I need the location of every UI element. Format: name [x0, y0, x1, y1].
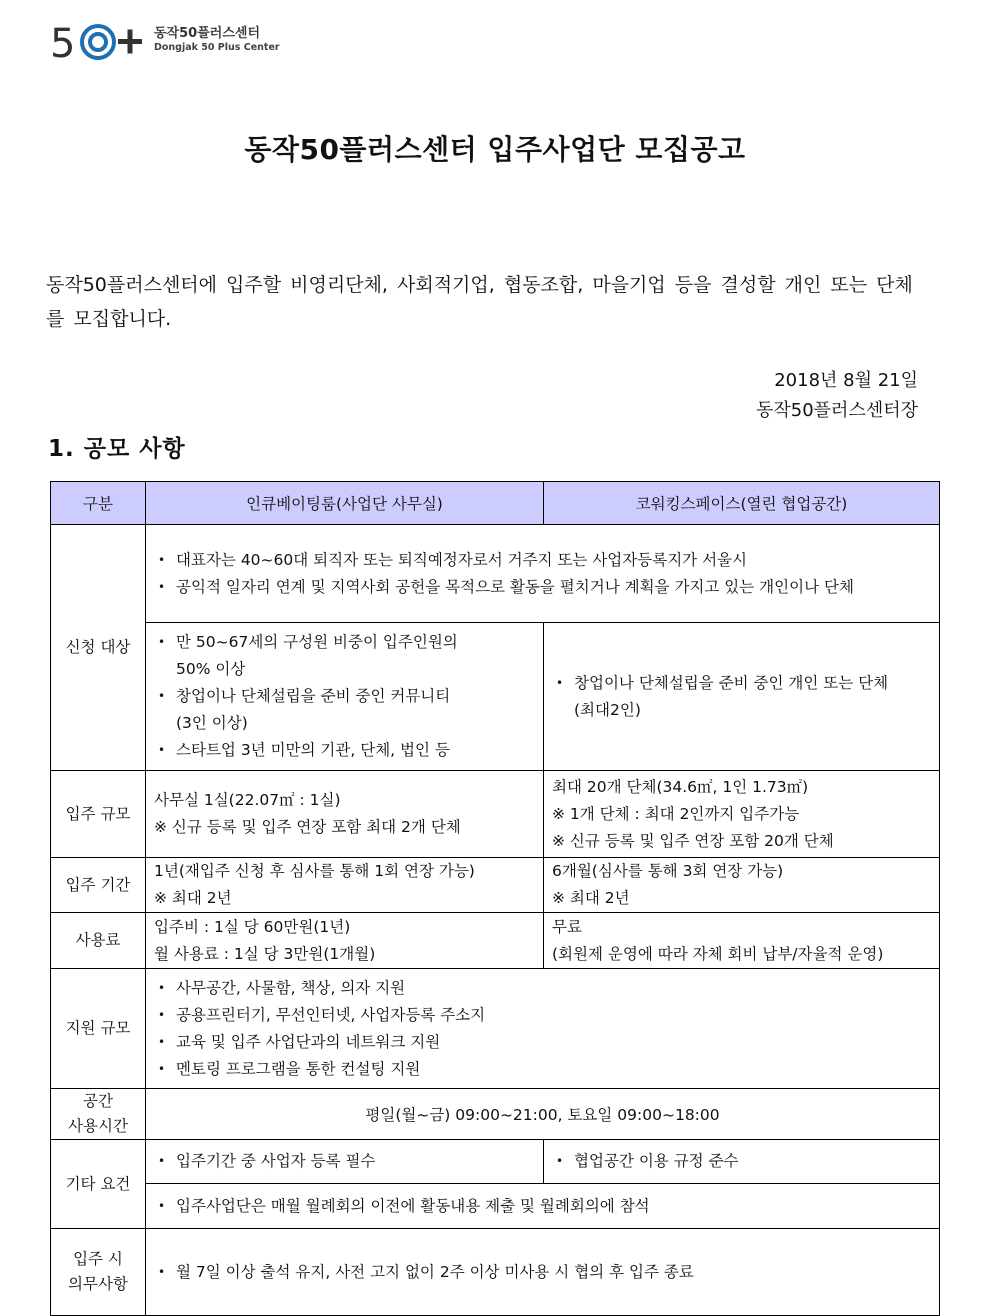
list-item: • 월 7일 이상 출석 유지, 사전 고지 없이 2주 이상 미사용 시 협의 후 입주 종료: [154, 1259, 931, 1286]
row-label-scale: 입주 규모: [51, 771, 146, 858]
row-label-duty-line: 의무사항: [68, 1275, 128, 1293]
list-item-continuation: (3인 이상): [176, 714, 248, 732]
section-title: 1. 공모 사항: [48, 436, 186, 462]
logo-subtitle: Dongjak 50 Plus Center: [154, 42, 280, 53]
period-coworking-line: 6개월(심사를 통해 3회 연장 가능): [552, 862, 784, 880]
scale-coworking-note: ※ 1개 단체 : 최대 2인까지 입주가능: [552, 804, 800, 823]
list-item: • 협업공간 이용 규정 준수: [552, 1148, 931, 1175]
fee-coworking-line: 무료: [552, 917, 582, 936]
duty-cell: [146, 1229, 940, 1316]
table-row: [51, 1184, 940, 1229]
hours-cell: 평일(월~금) 09:00~21:00, 토요일 09:00~18:00: [146, 1089, 940, 1140]
list-item-text: 만 50~67세의 구성원 비중이 입주인원의: [176, 633, 458, 651]
table-row: [51, 525, 940, 623]
list-item-text: 창업이나 단체설립을 준비 중인 커뮤니티: [176, 687, 451, 705]
fee-incubating-line: 입주비 : 1실 당 60만원(1년): [154, 917, 351, 936]
row-label-target: 신청 대상: [51, 525, 146, 771]
target-incubating-cell: [146, 623, 544, 771]
fee-incubating-line: 월 사용료 : 1실 당 3만원(1개월): [154, 944, 376, 963]
scale-incubating-note: ※ 신규 등록 및 입주 연장 포함 최대 2개 단체: [154, 818, 461, 836]
list-item: • 멘토링 프로그램을 통한 컨설팅 지원: [154, 1056, 931, 1083]
row-label-other: 기타 요건: [51, 1140, 146, 1229]
table-row: [51, 1229, 940, 1316]
table-row: [51, 1089, 940, 1140]
svg-text:5: 5: [50, 21, 76, 64]
row-label-period: 입주 기간: [51, 858, 146, 913]
row-label-support: 지원 규모: [51, 969, 146, 1089]
logo-name: 동작50플러스센터: [154, 26, 260, 41]
header-incubating: 인큐베이팅룸(사업단 사무실): [146, 482, 544, 525]
announcement-date: 2018년 8월 21일: [774, 370, 918, 391]
list-item: • 입주사업단은 매월 월례회의 이전에 활동내용 제출 및 월례회의에 참석: [154, 1193, 931, 1220]
recruitment-table: [50, 481, 940, 1316]
header-coworking: 코워킹스페이스(열린 협업공간): [544, 482, 940, 525]
period-incubating-note: ※ 최대 2년: [154, 889, 232, 907]
fee-incubating-cell: [146, 913, 544, 969]
table-row: [51, 913, 940, 969]
table-row: [51, 771, 940, 858]
signature: 동작50플러스센터장: [755, 400, 918, 421]
other-coworking-cell: [544, 1140, 940, 1184]
list-item: • 입주기간 중 사업자 등록 필수: [154, 1148, 535, 1175]
header-category: 구분: [51, 482, 146, 525]
row-label-hours-line: 공간: [83, 1092, 113, 1110]
period-incubating-line: 1년(재입주 신청 후 심사를 통해 1회 연장 가능): [154, 862, 475, 880]
scale-coworking-line: 최대 20개 단체(34.6㎡, 1인 1.73㎡): [552, 777, 809, 796]
list-item: [154, 683, 535, 737]
list-item-continuation: (최대2인): [574, 700, 641, 719]
intro-paragraph: 동작50플러스센터에 입주할 비영리단체, 사회적기업, 협동조합, 마을기업 등을 결성할 개인 또는 단체를 모집합니다.: [46, 274, 913, 330]
announcement-date-block: [756, 366, 918, 426]
scale-coworking-note: ※ 신규 등록 및 입주 연장 포함 20개 단체: [552, 831, 834, 850]
period-coworking-note: ※ 최대 2년: [552, 889, 630, 907]
table-row: [51, 1140, 940, 1184]
table-row: [51, 623, 940, 771]
target-coworking-cell: [544, 623, 940, 771]
table-row: [51, 858, 940, 913]
list-item: • 사무공간, 사물함, 책상, 의자 지원: [154, 975, 931, 1002]
list-item: • 교육 및 입주 사업단과의 네트워크 지원: [154, 1029, 931, 1056]
row-label-hours: [51, 1089, 146, 1140]
list-item: • 공용프린터기, 무선인터넷, 사업자등록 주소지: [154, 1002, 931, 1029]
table-row: [51, 969, 940, 1089]
list-item-text: 스타트업 3년 미만의 기관, 단체, 법인 등: [176, 741, 450, 759]
row-label-duty-line: 입주 시: [73, 1250, 123, 1268]
period-coworking-cell: [544, 858, 940, 913]
fee-coworking-line: (회원제 운영에 따라 자체 회비 납부/자율적 운영): [552, 944, 884, 963]
scale-incubating-line: 사무실 1실(22.07㎡ : 1실): [154, 791, 341, 809]
table-header-row: [51, 482, 940, 525]
page-title: 동작50플러스센터 입주사업단 모집공고: [244, 133, 746, 166]
support-cell: [146, 969, 940, 1089]
other-incubating-cell: [146, 1140, 544, 1184]
list-item-text: 창업이나 단체설립을 준비 중인 개인 또는 단체: [574, 673, 889, 692]
row-label-hours-line: 사용시간: [68, 1117, 128, 1135]
logo-50plus-mark: [50, 20, 150, 64]
list-item: • 공익적 일자리 연계 및 지역사회 공헌을 목적으로 활동을 펼치거나 계획을 가지고 있는 개인이나 단체: [154, 574, 931, 601]
list-item-continuation: 50% 이상: [176, 660, 246, 678]
list-item: [552, 670, 931, 724]
list-item: • 대표자는 40~60대 퇴직자 또는 퇴직예정자로서 거주지 또는 사업자등록지가 서울시: [154, 547, 931, 574]
scale-coworking-cell: [544, 771, 940, 858]
target-common-cell: [146, 525, 940, 623]
list-item: [154, 737, 535, 764]
row-label-fee: 사용료: [51, 913, 146, 969]
period-incubating-cell: [146, 858, 544, 913]
list-item: [154, 629, 535, 683]
fee-coworking-cell: [544, 913, 940, 969]
other-common-cell: [146, 1184, 940, 1229]
scale-incubating-cell: [146, 771, 544, 858]
row-label-duty: [51, 1229, 146, 1316]
